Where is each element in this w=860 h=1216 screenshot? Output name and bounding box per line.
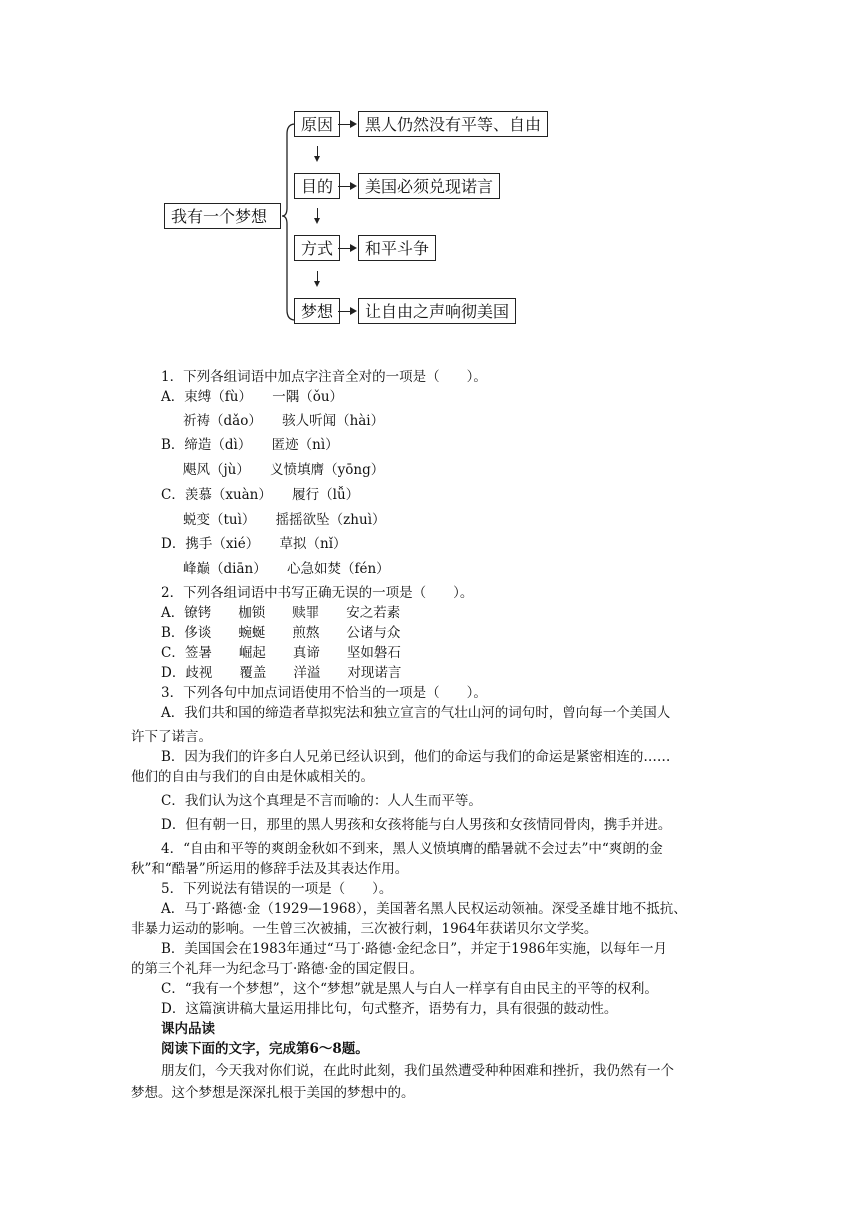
q5-option-b-line1: B．美国国会在1983年通过“马丁·路德·金纪念日”，并定于1986年实施，以每年一月 <box>161 941 668 957</box>
q1-option-b-line1: B．缔造（dì） 匿迹（nì） <box>161 437 339 453</box>
q4-line2: 秋”和“酷暑”所运用的修辞手法及其表达作用。 <box>131 861 409 877</box>
q3-option-d: D．但有朝一日，那里的黑人男孩和女孩将能与白人男孩和女孩情同骨肉，携手并进。 <box>161 817 672 833</box>
section-instruction: 阅读下面的文字，完成第6～8题。 <box>161 1041 369 1057</box>
arrow-right-icon <box>338 124 355 125</box>
passage-line2: 梦想。这个梦想是深深扎根于美国的梦想中的。 <box>131 1085 415 1101</box>
q3-option-a-line1: A．我们共和国的缔造者草拟宪法和独立宣言的气壮山河的词句时，曾向每一个美国人 <box>161 705 671 721</box>
q5-option-a-line2: 非暴力运动的影响。一生曾三次被捕，三次被行刺，1964年获诺贝尔文学奖。 <box>131 921 598 937</box>
q1-stem: 1．下列各组词语中加点字注音全对的一项是（ ）。 <box>161 369 487 385</box>
diagram-label-method: 方式 <box>294 235 340 261</box>
q3-option-b-line1: B．因为我们的许多白人兄弟已经认识到，他们的命运与我们的命运是紧密相连的…… <box>161 749 671 765</box>
q3-option-a-line2: 许下了诺言。 <box>131 729 212 745</box>
q3-option-c: C．我们认为这个真理是不言而喻的：人人生而平等。 <box>161 793 482 809</box>
q1-option-b-line2: 飓风（jù） 义愤填膺（yōng） <box>183 462 385 478</box>
diagram-label-dream: 梦想 <box>294 298 340 324</box>
diagram-value-dream: 让自由之声响彻美国 <box>358 298 516 324</box>
passage-line1: 朋友们，今天我对你们说，在此时此刻，我们虽然遭受种种困难和挫折，我仍然有一个 <box>161 1063 674 1079</box>
q3-option-b-line2: 他们的自由与我们的自由是休戚相关的。 <box>131 769 374 785</box>
q4-line1: 4．“自由和平等的爽朗金秋如不到来，黑人义愤填膺的酷暑就不会过去”中“爽朗的金 <box>161 841 663 857</box>
arrow-down-icon <box>317 271 318 285</box>
arrow-right-icon <box>338 248 355 249</box>
arrow-right-icon <box>338 311 355 312</box>
q1-option-a-line2: 祈祷（dǎo） 骇人听闻（hài） <box>183 413 385 429</box>
diagram-value-purpose: 美国必须兑现诺言 <box>358 173 500 199</box>
diagram-value-reason: 黑人仍然没有平等、自由 <box>358 111 548 137</box>
q2-option-a: A．镣铐 枷锁 赎罪 安之若素 <box>161 605 401 621</box>
q1-option-d-line2: 峰巅（diān） 心急如焚（fén） <box>183 561 390 577</box>
q5-option-b-line2: 的第三个礼拜一为纪念马丁·路德·金的国定假日。 <box>131 961 424 977</box>
q2-stem: 2．下列各组词语中书写正确无误的一项是（ ）。 <box>161 585 474 601</box>
q5-option-d: D．这篇演讲稿大量运用排比句，句式整齐，语势有力，具有很强的鼓动性。 <box>161 1001 618 1017</box>
q1-option-a-line1: A．束缚（fù） 一隅（ǒu） <box>161 389 344 405</box>
diagram-label-purpose: 目的 <box>294 173 340 199</box>
q5-option-a-line1: A．马丁·路德·金（1929—1968），美国著名黑人民权运动领袖。深受圣雄甘地不抵抗、 <box>161 901 687 917</box>
q1-option-d-line1: D．携手（xié） 草拟（nǐ） <box>161 536 347 552</box>
diagram-value-method: 和平斗争 <box>358 235 436 261</box>
q3-stem: 3．下列各句中加点词语使用不恰当的一项是（ ）。 <box>161 685 487 701</box>
q1-option-c-line2: 蜕变（tuì） 摇摇欲坠（zhuì） <box>183 512 386 528</box>
q5-option-c: C．“我有一个梦想”，这个“梦想”就是黑人与白人一样享有自由民主的平等的权利。 <box>161 981 658 997</box>
q2-option-c: C．签暑 崛起 真谛 坚如磐石 <box>161 645 401 661</box>
q2-option-d: D．歧视 覆盖 洋溢 对现诺言 <box>161 665 402 681</box>
arrow-down-icon <box>317 208 318 222</box>
q1-option-c-line1: C．羡慕（xuàn） 履行（lǚ） <box>161 487 360 503</box>
section-title: 课内品读 <box>161 1021 215 1037</box>
diagram-root: 我有一个梦想 <box>164 203 281 229</box>
diagram-label-reason: 原因 <box>294 111 340 137</box>
q2-option-b: B．侈谈 蜿蜒 煎熬 公诸与众 <box>161 625 401 641</box>
arrow-right-icon <box>338 186 355 187</box>
q5-stem: 5．下列说法有错误的一项是（ ）。 <box>161 881 393 897</box>
arrow-down-icon <box>317 146 318 160</box>
